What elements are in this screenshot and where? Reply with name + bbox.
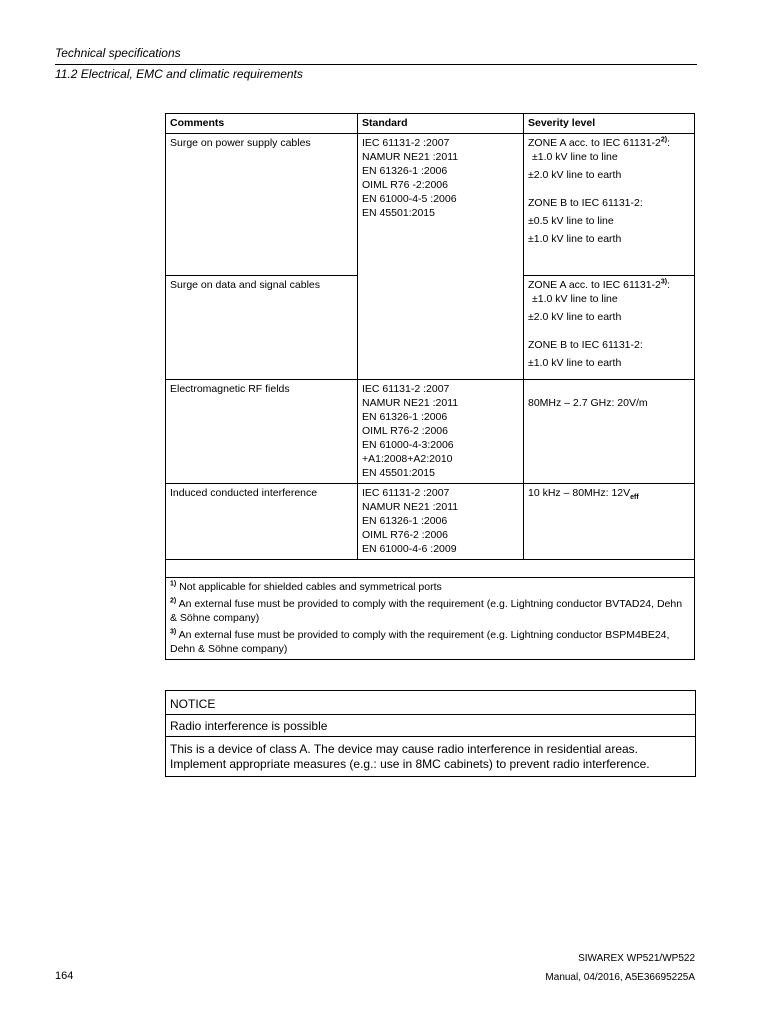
- page-number: 164: [55, 970, 74, 982]
- specs-table: [165, 113, 695, 660]
- footer-product: SIWAREX WP521/WP522: [578, 953, 695, 964]
- standard-cell: IEC 61131-2 :2007 NAMUR NE21 :2011 EN 61326-1 :2006 OIML R76-2 :2006 EN 61000-4-6 :2009: [358, 484, 524, 560]
- notice-body: This is a device of class A. The device may cause radio interference in residential areas. Implement appropriate measures (e.g.: use in 8MC cabinets) to prevent radio interference.: [170, 742, 650, 771]
- severity-cell: ZONE A acc. to IEC $61131-2^{3)}$: ±1.0 kV line to line ±2.0 kV line to earth ZONE B to IEC 61131-2: ±1.0 kV line to earth: [524, 276, 695, 380]
- comment-cell: Induced conducted interference: [166, 484, 358, 560]
- comment-cell: Electromagnetic RF fields: [166, 380, 358, 484]
- column-header-comments: Comments: [166, 114, 358, 134]
- header-divider: [55, 64, 697, 65]
- standard-cell: IEC 61131-2 :2007 NAMUR NE21 :2011 EN 61326-1 :2006 OIML R76-2 :2006 EN 61000-4-3:2006 +A1:2008+A2:2010 EN 45501:2015: [358, 380, 524, 484]
- column-header-standard: Standard: [358, 114, 524, 134]
- column-header-severity: Severity level: [524, 114, 695, 134]
- table-header-row: [166, 114, 695, 134]
- comment-cell: Surge on power supply cables: [166, 134, 358, 276]
- table-row: [166, 134, 695, 276]
- table-row: [166, 484, 695, 560]
- severity-cell: 10 kHz – 80MHz: $12V_{eff}$: [524, 484, 695, 560]
- section-title: Technical specifications: [55, 46, 181, 60]
- footnote: $^{3)}$ An external fuse must be provided to comply with the requirement (e.g. Lightning conductor BSPM4BE24, Dehn & Söhne company): [170, 628, 670, 655]
- severity-cell: 80MHz – 2.7 GHz: 20V/m: [524, 380, 695, 484]
- notice-subtitle: Radio interference is possible: [166, 715, 695, 737]
- empty-row: [166, 560, 695, 578]
- footnote: $^{1)}$ Not applicable for shielded cables and symmetrical ports: [170, 580, 442, 593]
- notice-box: [165, 690, 696, 777]
- severity-cell: ZONE A acc. to IEC $61131-2^{2)}$: ±1.0 kV line to line ±2.0 kV line to earth ZONE B to IEC 61131-2: ±0.5 kV line to line ±1.0 kV line to earth: [524, 134, 695, 276]
- footer-manual: Manual, 04/2016, A5E36695225A: [545, 972, 695, 983]
- footnotes-cell: [166, 578, 695, 660]
- subsection-title: 11.2 Electrical, EMC and climatic requirements: [55, 67, 303, 81]
- comment-cell: Surge on data and signal cables: [166, 276, 358, 380]
- footnotes-row: [166, 578, 695, 660]
- notice-title: NOTICE: [166, 691, 695, 715]
- table-row: [166, 380, 695, 484]
- footnote: $^{2)}$ An external fuse must be provided to comply with the requirement (e.g. Lightning conductor BVTAD24, Dehn & Söhne company): [170, 597, 683, 624]
- standard-cell: IEC 61131-2 :2007 NAMUR NE21 :2011 EN 61326-1 :2006 OIML R76 -2:2006 EN 61000-4-5 :2006 EN 45501:2015: [358, 134, 524, 380]
